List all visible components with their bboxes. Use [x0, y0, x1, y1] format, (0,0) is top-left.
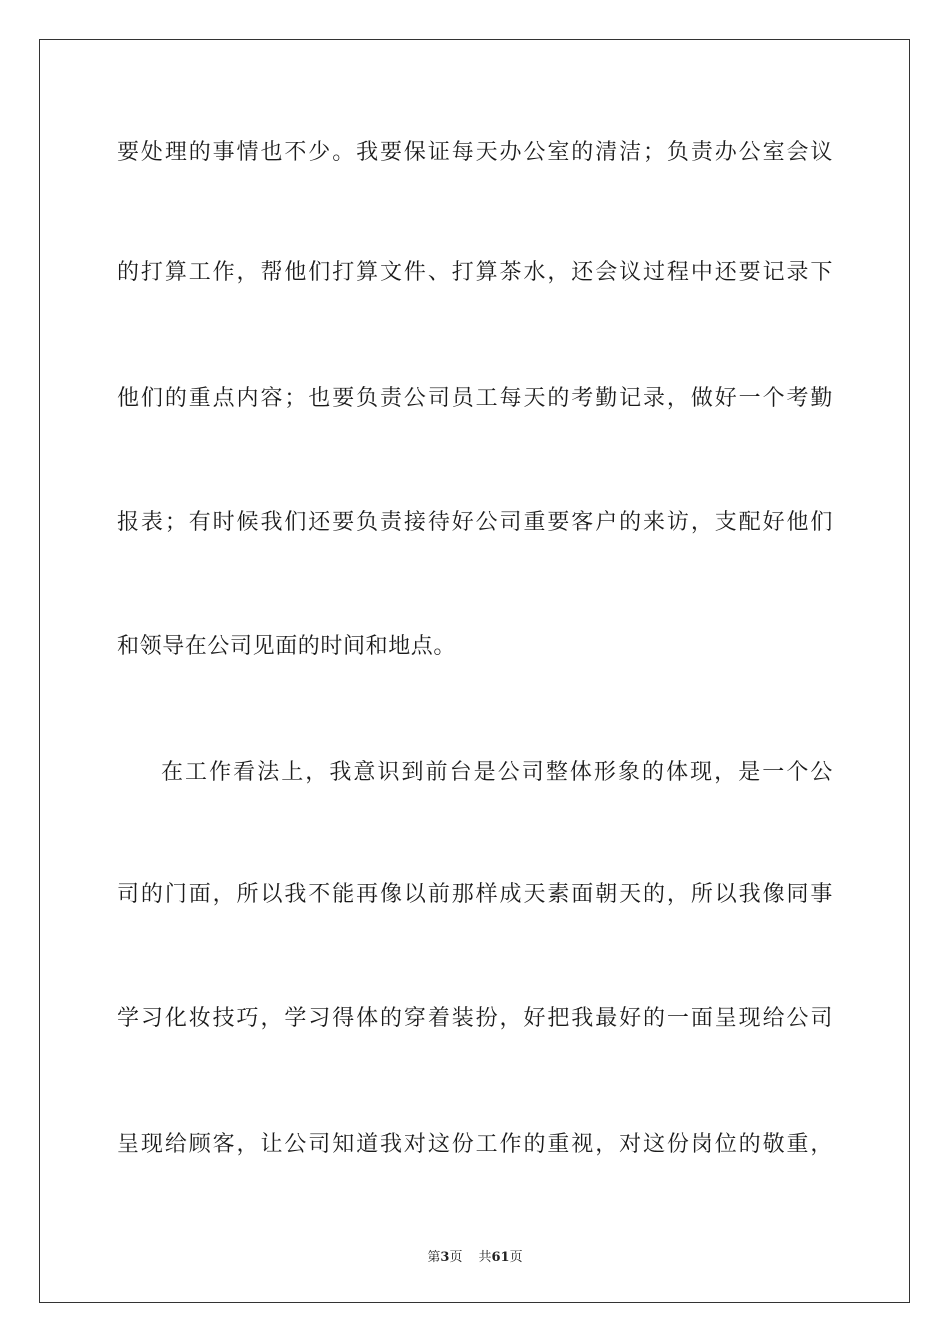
text-line: 他们的重点内容；也要负责公司员工每天的考勤记录，做好一个考勤 [117, 386, 833, 411]
total-suffix: 页 [509, 1250, 523, 1265]
page-footer [0, 1246, 950, 1265]
text-line: 报表；有时候我们还要负责接待好公司重要客户的来访，支配好他们 [117, 510, 833, 535]
text-line: 的打算工作，帮他们打算文件、打算茶水，还会议过程中还要记录下 [117, 260, 833, 285]
text-line: 和领导在公司见面的时间和地点。 [117, 634, 457, 659]
page-border [39, 39, 910, 1303]
text-line: 要处理的事情也不少。我要保证每天办公室的清洁；负责办公室会议 [117, 140, 833, 165]
text-line: 学习化妆技巧，学习得体的穿着装扮，好把我最好的一面呈现给公司 [117, 1006, 833, 1031]
total-pages: 61 [491, 1250, 510, 1265]
text-line: 司的门面，所以我不能再像以前那样成天素面朝天的，所以我像同事 [117, 882, 833, 907]
page-prefix: 第 [427, 1250, 441, 1265]
total-prefix: 共 [478, 1250, 492, 1265]
page-number: 3 [440, 1250, 450, 1265]
text-line-indented: 在工作看法上，我意识到前台是公司整体形象的体现，是一个公 [161, 760, 833, 785]
text-line: 呈现给顾客，让公司知道我对这份工作的重视，对这份岗位的敬重， [117, 1132, 833, 1157]
page-suffix: 页 [449, 1250, 463, 1265]
